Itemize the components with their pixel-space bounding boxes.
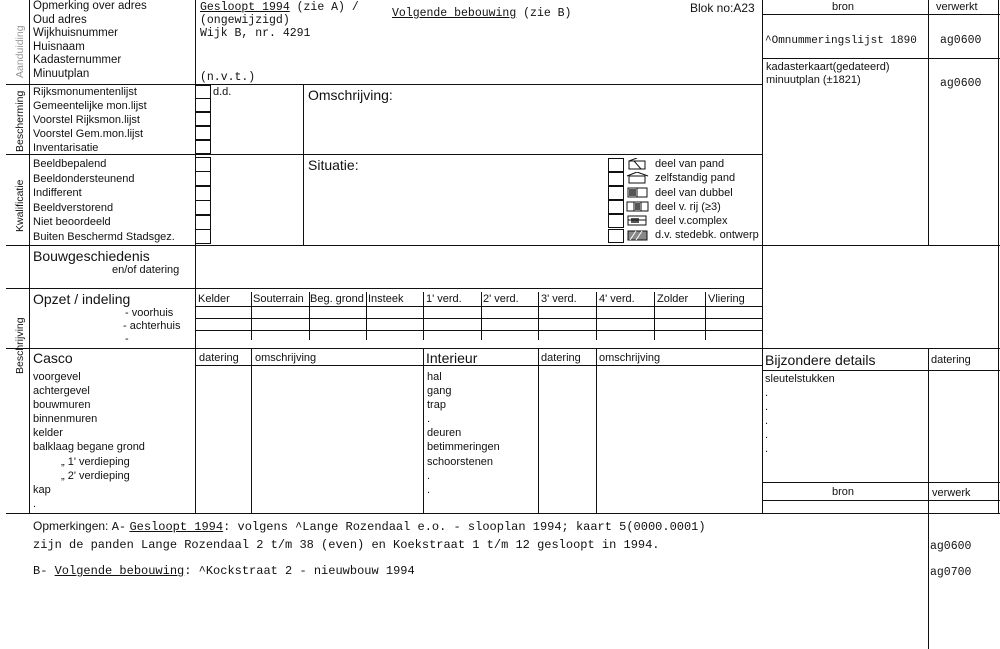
address-labels	[33, 0, 147, 81]
address-line1: Gesloopt 1994 (zie A) /	[200, 1, 359, 14]
deel-v-complex-icon	[626, 214, 650, 226]
verwerkt-header: verwerkt	[936, 1, 978, 13]
dd-label: d.d.	[213, 86, 232, 98]
bron-code-2: ag0600	[940, 77, 982, 90]
situatie-label: Situatie:	[308, 157, 359, 173]
volgende-bebouwing-text: Volgende bebouwing (zie B)	[392, 7, 572, 20]
deel-van-pand-icon	[626, 158, 650, 170]
bouwgeschiedenis-title: Bouwgeschiedenis	[33, 248, 150, 264]
label-huisnaam: Huisnaam	[33, 40, 85, 53]
casco-title: Casco	[33, 350, 73, 366]
bescherming-labels: Rijksmonumentenlijst Gemeentelijke mon.lijst Voorstel Rijksmon.lijst Voorstel Gem.mon.lijst Inventarisatie	[33, 86, 147, 154]
label-minuutplan: Minuutplan	[33, 67, 90, 80]
address-minuutplan: (n.v.t.)	[200, 71, 256, 84]
opmerking-b-title: Volgende bebouwing	[54, 564, 185, 578]
omschrijving-label: Omschrijving:	[308, 87, 393, 103]
bijzondere-datering: datering	[931, 354, 971, 366]
blok-number: Blok no:A23	[690, 1, 755, 15]
address-line2: (ongewijzigd)	[200, 14, 290, 27]
kwalificatie-labels: Beeldbepalend Beeldondersteunend Indifferent Beeldverstorend Niet beoordeeld Buiten Beschermd Stadsgez.	[33, 158, 175, 243]
bron-minuutplan: minuutplan (±1821)	[766, 74, 861, 86]
opmerking-a-title: Gesloopt 1994	[129, 520, 224, 534]
section-label-bescherming: Bescherming	[14, 90, 26, 152]
opmerkingen-label: Opmerkingen:	[33, 519, 109, 533]
label-wijkhuisnummer: Wijkhuisnummer	[33, 27, 118, 39]
zelfstandig-pand-icon	[626, 172, 650, 184]
opmerking-a-line2: zijn de panden Lange Rozendaal 2 t/m 38 (even) en Koekstraat 1 t/m 12 gesloopt in 1994.	[33, 538, 660, 552]
label-kadasternummer: Kadasternummer	[33, 54, 122, 66]
casco-items: voorgevel achtergevel bouwmuren binnenmuren kelder balklaag begane grond „ 1' verdieping „ 2' verdieping kap .	[33, 371, 145, 510]
opmerking-b-code: ag0700	[930, 566, 972, 579]
situatie-options: deel van pand zelfstandig pand deel van dubbel deel v. rij (≥3) deel v.complex d.v. stedebk. ontwerp	[655, 158, 759, 242]
gesloopt-text: Gesloopt 1994	[200, 1, 290, 14]
bron-header-lower: bron	[832, 486, 855, 498]
interieur-items: hal gang trap . deuren betimmeringen schoorstenen . .	[427, 371, 500, 496]
bron-code-1: ag0600	[940, 34, 982, 47]
opzet-title: Opzet / indeling	[33, 291, 131, 307]
interieur-omschrijving: omschrijving	[599, 352, 661, 364]
opzet-voorhuis: - voorhuis	[125, 307, 174, 319]
opmerking-a-code: ag0600	[930, 540, 972, 553]
interieur-title: Interieur	[426, 350, 478, 366]
bouwgeschiedenis-sub: en/of datering	[112, 264, 180, 276]
bron-omnummeringslijst: ^Omnummeringslijst 1890	[765, 35, 917, 47]
section-label-aanduiding: Aanduiding	[14, 25, 26, 78]
bron-header: bron	[832, 1, 855, 13]
address-wijk: Wijk B, nr. 4291	[200, 27, 311, 40]
section-label-beschrijving: Beschrijving	[14, 317, 26, 374]
opmerkingen-line-a: Opmerkingen: A- Gesloopt 1994: volgens ^Lange Rozendaal e.o. - slooplan 1994; kaart 5(0000.0001)	[33, 519, 706, 534]
bron-kadasterkaart: kadasterkaart(gedateerd)	[766, 61, 890, 73]
opmerking-b-line: B- Volgende bebouwing: ^Kockstraat 2 - nieuwbouw 1994	[33, 564, 415, 578]
label-oud-adres: Oud adres	[33, 13, 87, 26]
label-opmerking-adres: Opmerking over adres	[33, 0, 147, 12]
casco-omschrijving: omschrijving	[255, 352, 317, 364]
bijzondere-items: sleutelstukken . . . . .	[765, 373, 835, 456]
opzet-empty-row: -	[125, 333, 129, 345]
deel-van-dubbel-icon	[626, 186, 650, 198]
section-label-kwalificatie: Kwalificatie	[14, 179, 26, 232]
bijzondere-title: Bijzondere details	[765, 352, 876, 368]
casco-datering: datering	[199, 352, 239, 364]
deel-v-rij-icon	[626, 200, 650, 212]
opzet-achterhuis: - achterhuis	[123, 320, 181, 332]
interieur-datering: datering	[541, 352, 581, 364]
stedebouwkundig-ontwerp-icon	[626, 229, 650, 241]
verwerkt-header-lower: verwerk	[932, 487, 971, 499]
